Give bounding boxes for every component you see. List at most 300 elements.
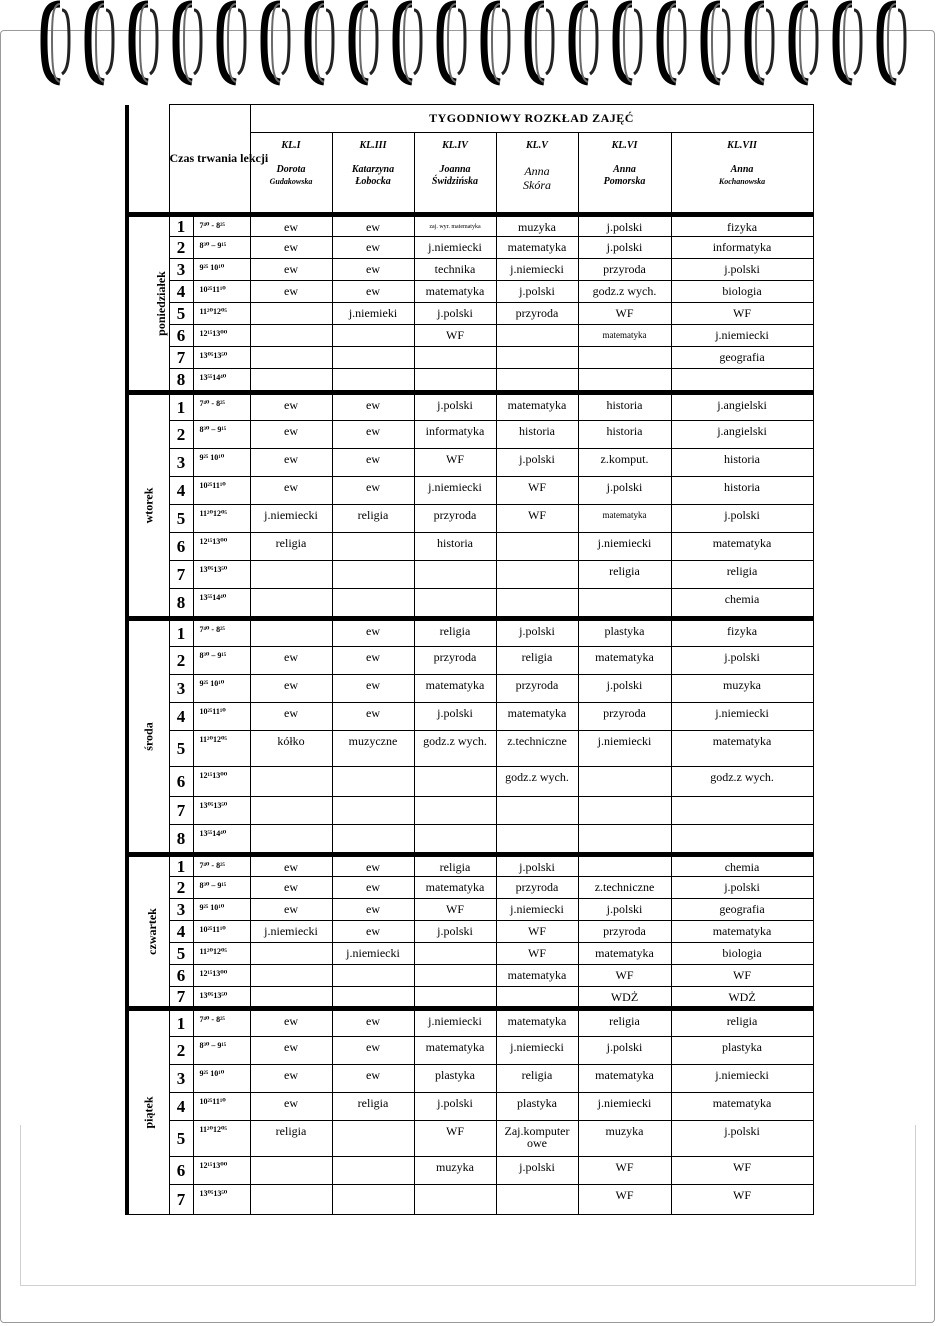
lesson-row (127, 449, 813, 477)
lesson-row (127, 237, 813, 259)
lesson-time: 8³⁰ – 9¹⁵ (193, 647, 250, 675)
lesson-cell: ew (332, 855, 414, 877)
lesson-cell: fizyka (671, 215, 813, 237)
lesson-cell: j.niemiecki (414, 237, 496, 259)
lesson-cell (250, 325, 332, 347)
lesson-number: 3 (169, 899, 193, 921)
header-left-bar (127, 105, 169, 215)
lesson-cell: historia (671, 449, 813, 477)
lesson-cell: ew (332, 421, 414, 449)
class-name: KL.III (359, 140, 387, 151)
teacher-name-line: Świdzińska (431, 176, 479, 187)
lesson-cell: biologia (671, 281, 813, 303)
lesson-time: 7⁴⁰ - 8²⁵ (193, 215, 250, 237)
lesson-cell: j.polski (414, 921, 496, 943)
lesson-cell: j.niemiecki (250, 505, 332, 533)
lesson-cell (250, 1157, 332, 1185)
lesson-cell: ew (250, 855, 332, 877)
lesson-cell: j.angielski (671, 421, 813, 449)
lesson-cell (250, 943, 332, 965)
lesson-cell: j.polski (414, 703, 496, 731)
lesson-cell: ew (250, 215, 332, 237)
lesson-cell (250, 965, 332, 987)
weekly-schedule (125, 104, 811, 1240)
lesson-cell: historia (578, 393, 671, 421)
teacher-name-line: Pomorska (603, 176, 646, 187)
lesson-cell: ew (332, 877, 414, 899)
lesson-row (127, 675, 813, 703)
lesson-cell: technika (414, 259, 496, 281)
lesson-cell: ew (332, 449, 414, 477)
lesson-cell: j.polski (414, 393, 496, 421)
lesson-number: 2 (169, 647, 193, 675)
lesson-row (127, 619, 813, 647)
lesson-time: 9²⁵ 10¹⁰ (193, 1065, 250, 1093)
lesson-row (127, 421, 813, 449)
lesson-row (127, 533, 813, 561)
lesson-row (127, 921, 813, 943)
lesson-cell (332, 589, 414, 619)
lesson-cell: geografia (671, 347, 813, 369)
lesson-cell: WF (496, 505, 578, 533)
lesson-cell: religia (671, 561, 813, 589)
lesson-cell (250, 619, 332, 647)
lesson-row (127, 1093, 813, 1121)
lesson-cell: plastyka (578, 619, 671, 647)
lesson-cell (332, 825, 414, 855)
lesson-cell: j.polski (578, 215, 671, 237)
lesson-cell: ew (332, 921, 414, 943)
class-name: KL.V (526, 140, 548, 151)
lesson-cell: ew (332, 477, 414, 505)
lesson-cell (496, 589, 578, 619)
lesson-cell: przyroda (496, 675, 578, 703)
lesson-cell: j.niemiecki (496, 899, 578, 921)
lesson-cell: biologia (671, 943, 813, 965)
lesson-cell: j.niemiecki (496, 1037, 578, 1065)
lesson-cell: j.polski (671, 1121, 813, 1157)
lesson-cell (414, 965, 496, 987)
class-teacher (415, 164, 496, 188)
lesson-time: 13⁰⁵13⁵⁰ (193, 347, 250, 369)
lesson-cell: ew (250, 449, 332, 477)
lesson-number: 5 (169, 943, 193, 965)
lesson-cell (414, 369, 496, 393)
lesson-row (127, 899, 813, 921)
class-name: KL.IV (442, 140, 468, 151)
lesson-cell: j.polski (496, 855, 578, 877)
lesson-cell: z.techniczne (496, 731, 578, 767)
lesson-cell: kółko (250, 731, 332, 767)
lesson-cell: ew (250, 675, 332, 703)
lesson-cell (332, 347, 414, 369)
lesson-cell (671, 369, 813, 393)
lesson-cell: j.polski (414, 1093, 496, 1121)
lesson-cell: godz.z wych. (578, 281, 671, 303)
day-name: wtorek (141, 487, 156, 524)
lesson-cell: religia (250, 533, 332, 561)
lesson-row (127, 303, 813, 325)
lesson-cell: ew (332, 281, 414, 303)
lesson-cell: ew (250, 421, 332, 449)
lesson-cell: przyroda (578, 259, 671, 281)
lesson-cell (332, 987, 414, 1009)
lesson-number: 1 (169, 393, 193, 421)
teacher-name-line: Anna (613, 164, 636, 175)
lesson-number: 4 (169, 477, 193, 505)
lesson-time: 7⁴⁰ - 8²⁵ (193, 393, 250, 421)
lesson-cell: ew (332, 1065, 414, 1093)
lesson-cell: WF (578, 303, 671, 325)
lesson-cell: WF (578, 1157, 671, 1185)
lesson-cell (414, 797, 496, 825)
teacher-name-line: Gudakowska (269, 177, 313, 186)
lesson-cell: przyroda (578, 703, 671, 731)
lesson-time: 7⁴⁰ - 8²⁵ (193, 855, 250, 877)
lesson-cell: przyroda (414, 505, 496, 533)
lesson-cell (496, 325, 578, 347)
lesson-time: 12¹⁵13⁰⁰ (193, 325, 250, 347)
lesson-time: 9²⁵ 10¹⁰ (193, 675, 250, 703)
coil-row (44, 4, 905, 82)
lesson-cell (496, 533, 578, 561)
lesson-cell: Zaj.komputer owe (496, 1121, 578, 1157)
lesson-cell: religia (414, 619, 496, 647)
lesson-cell: ew (250, 1037, 332, 1065)
lesson-cell (496, 1185, 578, 1215)
lesson-cell: j.niemieki (332, 303, 414, 325)
lesson-row (127, 965, 813, 987)
lesson-cell: godz.z wych. (496, 767, 578, 797)
class-teacher (333, 164, 414, 188)
lesson-cell: ew (250, 1093, 332, 1121)
lesson-cell: j.polski (671, 647, 813, 675)
day-name: czwartek (144, 908, 159, 955)
lesson-time: 13⁰⁵13⁵⁰ (193, 561, 250, 589)
lesson-row (127, 1185, 813, 1215)
lesson-cell: przyroda (496, 877, 578, 899)
class-header (250, 133, 332, 215)
lesson-cell: ew (332, 1009, 414, 1037)
lesson-number: 7 (169, 1185, 193, 1215)
lesson-cell (414, 825, 496, 855)
lesson-cell: ew (332, 237, 414, 259)
lesson-cell: religia (414, 855, 496, 877)
lesson-cell (250, 369, 332, 393)
lesson-cell: matematyka (414, 877, 496, 899)
class-teacher (672, 164, 813, 188)
lesson-cell: j.niemiecki (496, 259, 578, 281)
lesson-row (127, 1121, 813, 1157)
lesson-row (127, 589, 813, 619)
lesson-cell: j.niemiecki (671, 703, 813, 731)
lesson-cell: ew (250, 877, 332, 899)
lesson-cell: godz.z wych. (414, 731, 496, 767)
teacher-name-line: Joanna (439, 164, 471, 175)
lesson-number: 1 (169, 1009, 193, 1037)
lesson-row (127, 393, 813, 421)
lesson-cell: matematyka (578, 1065, 671, 1093)
lesson-cell (250, 825, 332, 855)
lesson-time: 13⁵⁵14⁴⁰ (193, 369, 250, 393)
teacher-name-line: Kochanowska (718, 177, 766, 186)
lesson-time: 8³⁰ – 9¹⁵ (193, 237, 250, 259)
lesson-cell: WDŻ (671, 987, 813, 1009)
lesson-time: 13⁵⁵14⁴⁰ (193, 825, 250, 855)
lesson-cell (414, 943, 496, 965)
day-label (127, 393, 169, 619)
lesson-cell (414, 561, 496, 589)
lesson-number: 7 (169, 561, 193, 589)
lesson-cell: z.techniczne (578, 877, 671, 899)
lesson-cell (332, 325, 414, 347)
lesson-row (127, 325, 813, 347)
lesson-cell: muzyka (671, 675, 813, 703)
lesson-cell: fizyka (671, 619, 813, 647)
lesson-cell: informatyka (671, 237, 813, 259)
lesson-cell: j.polski (578, 675, 671, 703)
lesson-cell: plastyka (414, 1065, 496, 1093)
lesson-time: 10²⁵11¹⁰ (193, 1093, 250, 1121)
lesson-time: 10²⁵11¹⁰ (193, 921, 250, 943)
lesson-cell: ew (250, 237, 332, 259)
lesson-cell: matematyka (414, 281, 496, 303)
lesson-cell (414, 987, 496, 1009)
lesson-cell: religia (496, 647, 578, 675)
lesson-row (127, 1037, 813, 1065)
lesson-cell: matematyka (496, 965, 578, 987)
lesson-cell: ew (250, 1065, 332, 1093)
lesson-cell: matematyka (578, 325, 671, 347)
lesson-cell: ew (332, 259, 414, 281)
lesson-cell: matematyka (496, 237, 578, 259)
lesson-number: 8 (169, 825, 193, 855)
lesson-row (127, 987, 813, 1009)
schedule-table (125, 104, 814, 1215)
lesson-cell: historia (578, 421, 671, 449)
lesson-cell (250, 561, 332, 589)
lesson-row (127, 943, 813, 965)
lesson-time: 12¹⁵13⁰⁰ (193, 767, 250, 797)
lesson-cell: matematyka (578, 943, 671, 965)
lesson-row (127, 347, 813, 369)
day-label (127, 855, 169, 1009)
lesson-time: 11²⁰12⁰⁵ (193, 731, 250, 767)
lesson-cell: WF (578, 965, 671, 987)
lesson-cell: j.polski (671, 505, 813, 533)
lesson-cell: ew (332, 619, 414, 647)
lesson-time: 12¹⁵13⁰⁰ (193, 1157, 250, 1185)
lesson-row (127, 647, 813, 675)
lesson-cell (496, 561, 578, 589)
lesson-time: 11²⁰12⁰⁵ (193, 303, 250, 325)
lesson-cell: WF (414, 449, 496, 477)
lesson-cell: j.polski (496, 281, 578, 303)
lesson-cell (671, 825, 813, 855)
lesson-cell: ew (332, 215, 414, 237)
lesson-cell: plastyka (496, 1093, 578, 1121)
lesson-cell: religia (578, 1009, 671, 1037)
lesson-row (127, 1065, 813, 1093)
lesson-number: 4 (169, 921, 193, 943)
lesson-number: 5 (169, 731, 193, 767)
lesson-cell: j.polski (578, 477, 671, 505)
lesson-cell (332, 1121, 414, 1157)
lesson-cell: muzyka (496, 215, 578, 237)
lesson-cell: religia (578, 561, 671, 589)
lesson-number: 6 (169, 767, 193, 797)
lesson-row (127, 505, 813, 533)
lesson-cell: religia (671, 1009, 813, 1037)
lesson-number: 2 (169, 421, 193, 449)
lesson-cell (332, 1185, 414, 1215)
schedule-title: TYGODNIOWY ROZKŁAD ZAJĘĆ (250, 105, 813, 133)
lesson-number: 5 (169, 505, 193, 533)
lesson-cell (578, 825, 671, 855)
lesson-cell: WF (496, 943, 578, 965)
class-name: KL.VII (727, 140, 757, 151)
teacher-name-line: Katarzyna (351, 164, 395, 175)
lesson-time: 13⁰⁵13⁵⁰ (193, 797, 250, 825)
lesson-cell: j.angielski (671, 393, 813, 421)
lesson-time: 9²⁵ 10¹⁰ (193, 899, 250, 921)
lesson-cell (332, 369, 414, 393)
teacher-name-line: Anna (524, 164, 550, 178)
teacher-name-line: Łobocka (355, 176, 391, 187)
teacher-name-line: Dorota (276, 164, 306, 175)
lesson-row (127, 281, 813, 303)
lesson-cell: matematyka (578, 505, 671, 533)
class-header (332, 133, 414, 215)
lesson-cell: j.polski (414, 303, 496, 325)
lesson-cell: matematyka (671, 533, 813, 561)
lesson-cell (496, 987, 578, 1009)
lesson-cell: matematyka (496, 703, 578, 731)
lesson-cell (250, 767, 332, 797)
lesson-number: 1 (169, 215, 193, 237)
lesson-cell (332, 965, 414, 987)
day-name: poniedziałek (153, 271, 168, 336)
lesson-row (127, 259, 813, 281)
lesson-cell: matematyka (496, 393, 578, 421)
lesson-number: 7 (169, 347, 193, 369)
lesson-cell: matematyka (671, 731, 813, 767)
lesson-cell: WF (496, 477, 578, 505)
lesson-time: 10²⁵11¹⁰ (193, 281, 250, 303)
spiral-binding (0, 0, 938, 92)
lesson-cell: j.polski (496, 449, 578, 477)
lesson-row (127, 855, 813, 877)
lesson-time: 13⁵⁵14⁴⁰ (193, 589, 250, 619)
lesson-time: 9²⁵ 10¹⁰ (193, 449, 250, 477)
lesson-time: 10²⁵11¹⁰ (193, 477, 250, 505)
lesson-row (127, 215, 813, 237)
lesson-time: 10²⁵11¹⁰ (193, 703, 250, 731)
lesson-cell: ew (332, 703, 414, 731)
lesson-cell: WF (671, 965, 813, 987)
lesson-cell: przyroda (496, 303, 578, 325)
lesson-cell: chemia (671, 855, 813, 877)
lesson-row (127, 369, 813, 393)
lesson-cell: plastyka (671, 1037, 813, 1065)
lesson-cell: muzyka (578, 1121, 671, 1157)
lesson-cell: matematyka (671, 1093, 813, 1121)
lesson-cell (332, 767, 414, 797)
day-name: piątek (141, 1096, 156, 1129)
lesson-cell (250, 1185, 332, 1215)
lesson-cell: j.niemiecki (578, 731, 671, 767)
lesson-time: 7⁴⁰ - 8²⁵ (193, 619, 250, 647)
lesson-cell: j.polski (496, 619, 578, 647)
lesson-cell: religia (496, 1065, 578, 1093)
lesson-cell: j.polski (671, 877, 813, 899)
lesson-cell: ew (332, 675, 414, 703)
lesson-row (127, 767, 813, 797)
lesson-cell (250, 303, 332, 325)
lesson-row (127, 703, 813, 731)
lesson-time: 9²⁵ 10¹⁰ (193, 259, 250, 281)
lesson-number: 6 (169, 1157, 193, 1185)
lesson-cell: religia (332, 1093, 414, 1121)
lesson-cell: j.niemiecki (578, 533, 671, 561)
class-header (496, 133, 578, 215)
lesson-cell: ew (250, 393, 332, 421)
lesson-number: 3 (169, 1065, 193, 1093)
lesson-cell (332, 533, 414, 561)
lesson-cell: z.komput. (578, 449, 671, 477)
lesson-cell (332, 1157, 414, 1185)
lesson-time: 8³⁰ – 9¹⁵ (193, 877, 250, 899)
lesson-cell: matematyka (578, 647, 671, 675)
duration-header: Czas trwania lekcji (169, 105, 250, 215)
lesson-cell: ew (250, 703, 332, 731)
lesson-number: 6 (169, 325, 193, 347)
lesson-cell (671, 797, 813, 825)
lesson-cell: j.niemiecki (671, 1065, 813, 1093)
lesson-row (127, 877, 813, 899)
lesson-cell: j.polski (578, 1037, 671, 1065)
lesson-number: 1 (169, 855, 193, 877)
lesson-number: 6 (169, 965, 193, 987)
lesson-cell (496, 797, 578, 825)
lesson-cell: muzyczne (332, 731, 414, 767)
lesson-time: 12¹⁵13⁰⁰ (193, 533, 250, 561)
lesson-row (127, 561, 813, 589)
lesson-cell: ew (332, 899, 414, 921)
class-header (671, 133, 813, 215)
lesson-cell: zaj. wyr. matematyka (414, 215, 496, 237)
lesson-cell (414, 767, 496, 797)
lesson-cell (578, 347, 671, 369)
lesson-row (127, 825, 813, 855)
lesson-number: 3 (169, 449, 193, 477)
lesson-cell: ew (250, 1009, 332, 1037)
lesson-cell (496, 825, 578, 855)
lesson-cell: ew (250, 647, 332, 675)
lesson-cell: religia (250, 1121, 332, 1157)
lesson-cell: przyroda (414, 647, 496, 675)
lesson-row (127, 1157, 813, 1185)
lesson-cell: WF (578, 1185, 671, 1215)
lesson-cell (578, 797, 671, 825)
header-row-title (127, 105, 813, 133)
lesson-number: 5 (169, 303, 193, 325)
lesson-cell: j.polski (671, 259, 813, 281)
lesson-cell: ew (250, 899, 332, 921)
lesson-number: 2 (169, 1037, 193, 1065)
lesson-cell: ew (250, 259, 332, 281)
class-header (578, 133, 671, 215)
